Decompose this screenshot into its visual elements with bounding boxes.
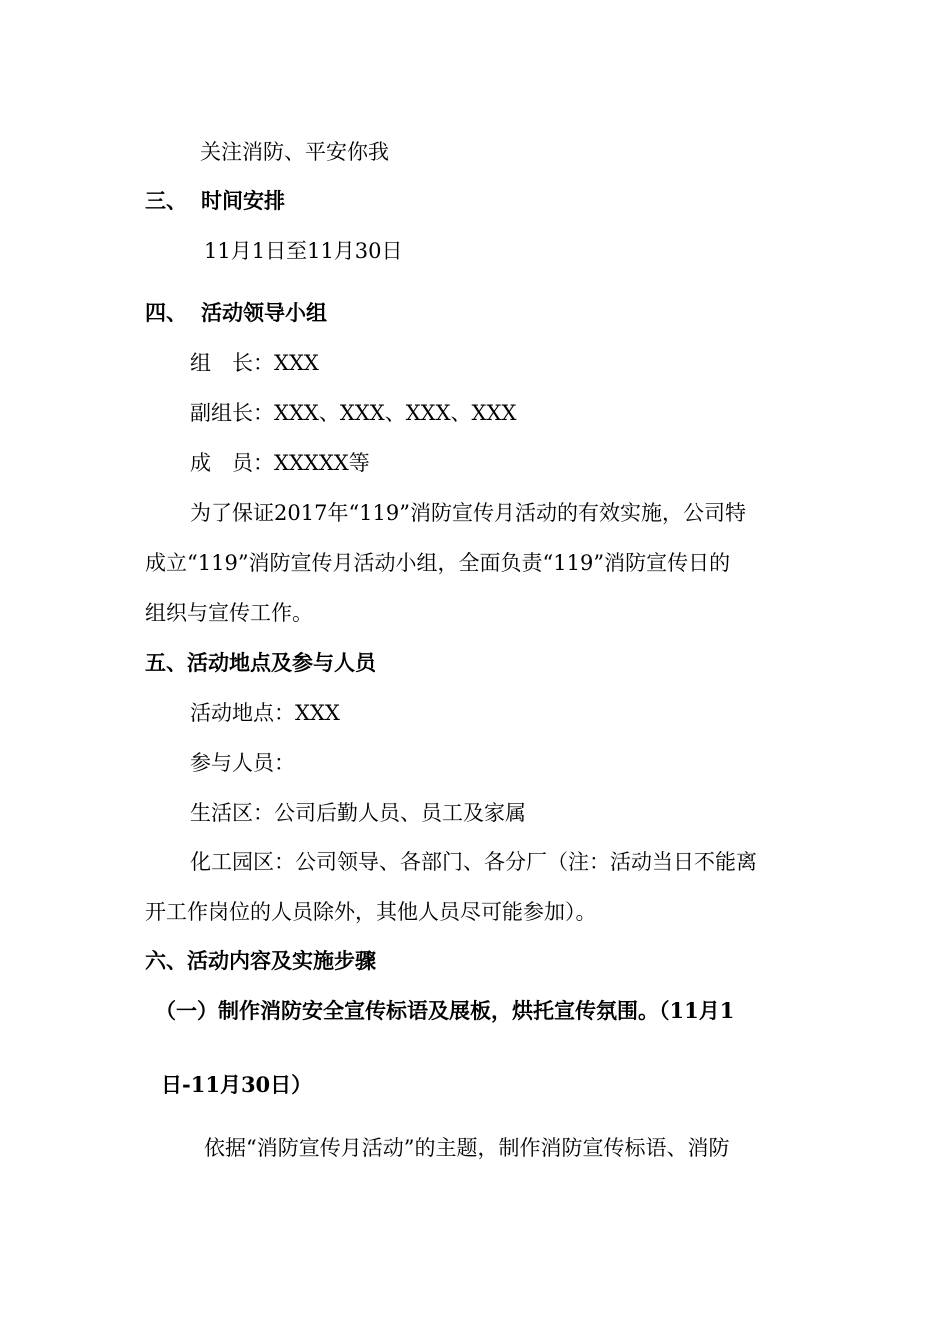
section-4-heading xyxy=(145,299,327,327)
subsection-1-heading: （一）制作消防安全宣传标语及展板，烘托宣传氛围。（11月1 xyxy=(155,998,735,1023)
chemical-park-line: 化工园区：公司领导、各部门、各分厂（注：活动当日不能离 xyxy=(190,850,757,874)
date-range-text: 11月1日至11月30日 xyxy=(204,239,403,263)
section-6-heading: 六、活动内容及实施步骤 xyxy=(145,948,376,973)
living-area-line: 生活区：公司后勤人员、员工及家属 xyxy=(190,801,526,825)
paragraph-line: 成立“119”消防宣传月活动小组，全面负责“119”消防宣传日的 xyxy=(145,551,731,575)
section-3-heading xyxy=(145,187,285,215)
slogan-text: 关注消防、平安你我 xyxy=(200,140,389,164)
paragraph-line: 组织与宣传工作。 xyxy=(145,601,313,625)
location-line: 活动地点：XXX xyxy=(190,701,340,725)
body-paragraph-line: 依据“消防宣传月活动”的主题，制作消防宣传标语、消防 xyxy=(204,1136,730,1160)
chemical-park-line: 开工作岗位的人员除外，其他人员尽可能参加）。 xyxy=(145,900,597,924)
deputy-leader-line: 副组长：XXX、XXX、XXX、XXX xyxy=(190,401,517,425)
section-3-title: 时间安排 xyxy=(201,188,285,213)
section-4-title: 活动领导小组 xyxy=(201,300,327,325)
leader-line: 组 长：XXX xyxy=(190,351,319,375)
subsection-1-heading-cont: 日-11月30日） xyxy=(161,1072,313,1097)
section-4-number: 四、 xyxy=(145,300,187,325)
members-line: 成 员：XXXXX等 xyxy=(190,451,370,475)
participants-label: 参与人员： xyxy=(190,751,295,775)
paragraph-line: 为了保证2017年“119”消防宣传月活动的有效实施，公司特 xyxy=(190,501,746,525)
section-3-number: 三、 xyxy=(145,188,187,213)
section-5-heading: 五、活动地点及参与人员 xyxy=(145,650,376,675)
